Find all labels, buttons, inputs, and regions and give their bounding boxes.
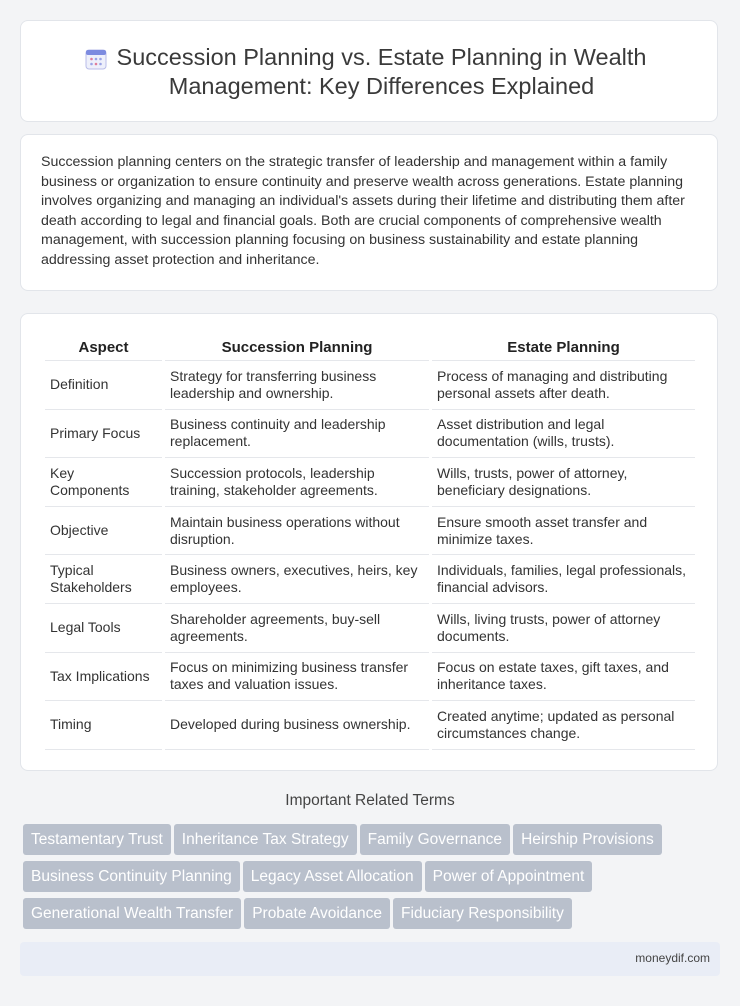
related-terms-list (23, 824, 723, 935)
intro-card (20, 134, 718, 291)
table-header-row (45, 334, 695, 361)
estate-cell: Created anytime; updated as personal circumstances change. (432, 701, 695, 750)
term-tag[interactable]: Testamentary Trust (23, 824, 171, 855)
aspect-cell: Objective (45, 507, 162, 556)
estate-cell: Individuals, families, legal professionals, financial advisors. (432, 555, 695, 604)
succession-cell: Focus on minimizing business transfer taxes and valuation issues. (165, 653, 429, 702)
aspect-cell: Legal Tools (45, 604, 162, 653)
page-title: Succession Planning vs. Estate Planning in Wealth Management: Key Differences Explained (116, 44, 647, 99)
estate-cell: Ensure smooth asset transfer and minimize taxes. (432, 507, 695, 556)
aspect-cell: Definition (45, 361, 162, 410)
term-tag[interactable]: Inheritance Tax Strategy (174, 824, 357, 855)
column-header-aspect: Aspect (45, 334, 162, 361)
term-tag[interactable]: Power of Appointment (425, 861, 593, 892)
table-row (45, 410, 695, 459)
aspect-cell: Tax Implications (45, 653, 162, 702)
succession-cell: Succession protocols, leadership training, stakeholder agreements. (165, 458, 429, 507)
footer-bar (20, 942, 720, 976)
succession-cell: Developed during business ownership. (165, 701, 429, 750)
estate-cell: Wills, trusts, power of attorney, beneficiary designations. (432, 458, 695, 507)
table-row (45, 604, 695, 653)
table-row (45, 458, 695, 507)
intro-paragraph: Succession planning centers on the strategic transfer of leadership and management within a family business or organization to ensure continuity and preserve wealth across generations. Estate planning involves organizing and managing an individual's assets during their lifetime and distributing them after death according to legal and financial goals. Both are crucial components of comprehensive wealth management, with succession planning focusing on business sustainability and estate planning addressing asset protection and inheritance. (41, 154, 685, 268)
comparison-table (42, 334, 698, 750)
title-card (20, 20, 718, 122)
succession-cell: Maintain business operations without disruption. (165, 507, 429, 556)
table-row (45, 653, 695, 702)
term-tag[interactable]: Business Continuity Planning (23, 861, 240, 892)
term-tag[interactable]: Family Governance (360, 824, 510, 855)
column-header-succession: Succession Planning (165, 334, 429, 361)
table-row (45, 555, 695, 604)
comparison-card (20, 313, 718, 771)
table-row (45, 361, 695, 410)
term-tag[interactable]: Heirship Provisions (513, 824, 662, 855)
aspect-cell: Primary Focus (45, 410, 162, 459)
table-row (45, 507, 695, 556)
estate-cell: Focus on estate taxes, gift taxes, and inheritance taxes. (432, 653, 695, 702)
estate-cell: Process of managing and distributing personal assets after death. (432, 361, 695, 410)
aspect-cell: Typical Stakeholders (45, 555, 162, 604)
estate-cell: Wills, living trusts, power of attorney documents. (432, 604, 695, 653)
column-header-estate: Estate Planning (432, 334, 695, 361)
term-tag[interactable]: Generational Wealth Transfer (23, 898, 241, 929)
succession-cell: Strategy for transferring business leadership and ownership. (165, 361, 429, 410)
term-tag[interactable]: Probate Avoidance (244, 898, 390, 929)
succession-cell: Business owners, executives, heirs, key employees. (165, 555, 429, 604)
aspect-cell: Timing (45, 701, 162, 750)
table-row (45, 701, 695, 750)
succession-cell: Shareholder agreements, buy-sell agreements. (165, 604, 429, 653)
site-link[interactable]: moneydif.com (635, 951, 710, 965)
related-terms-heading: Important Related Terms (285, 792, 455, 809)
estate-cell: Asset distribution and legal documentation (wills, trusts). (432, 410, 695, 459)
term-tag[interactable]: Fiduciary Responsibility (393, 898, 572, 929)
aspect-cell: Key Components (45, 458, 162, 507)
term-tag[interactable]: Legacy Asset Allocation (243, 861, 422, 892)
succession-cell: Business continuity and leadership replacement. (165, 410, 429, 459)
